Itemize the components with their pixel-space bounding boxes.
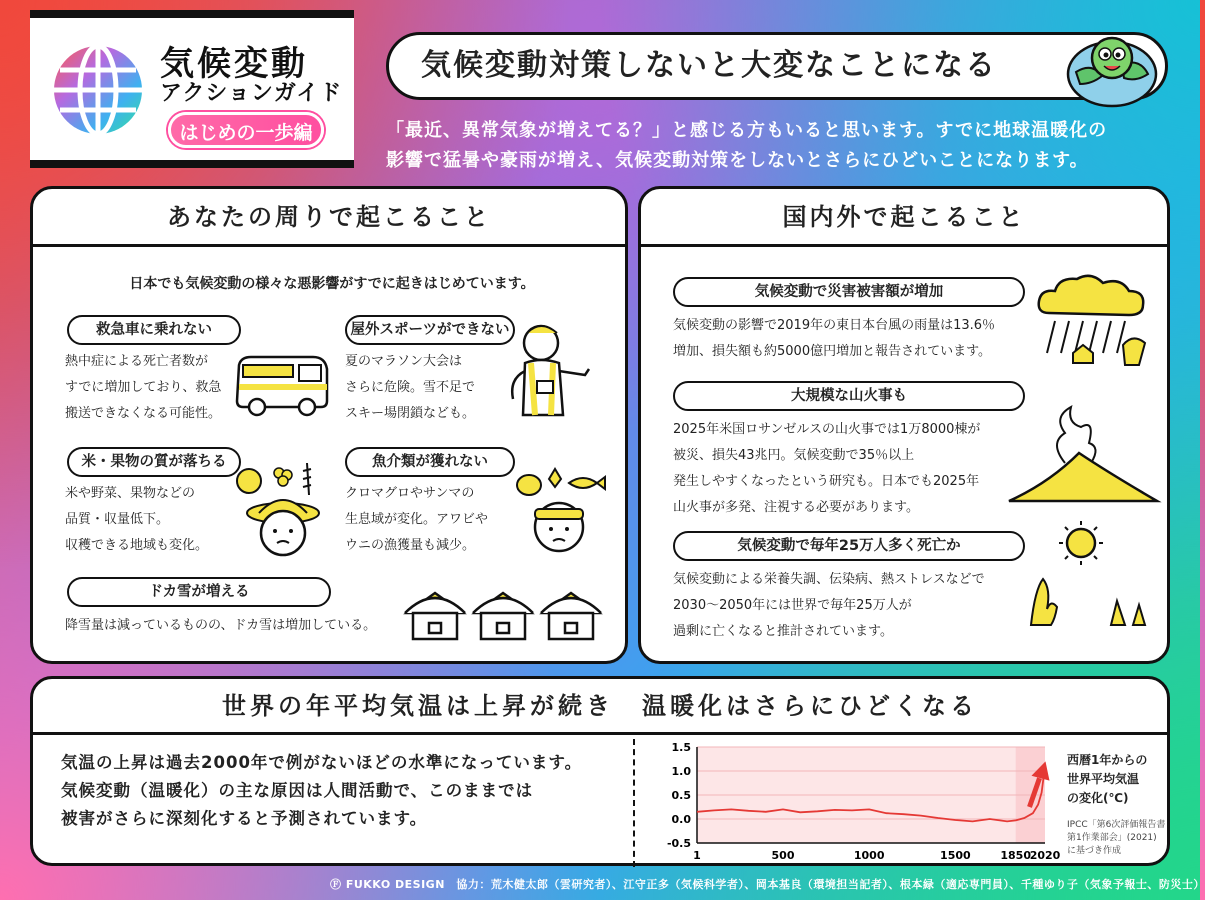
text-line: 収穫できる地域も変化。 <box>65 538 209 553</box>
caption-line: の変化(℃) <box>1067 791 1129 805</box>
caption-line: 西暦1年からの <box>1067 753 1148 767</box>
panel-lead: 日本でも気候変動の様々な悪影響がすでに起きはじめています。 <box>129 276 535 292</box>
item-text-crops <box>65 481 208 559</box>
text-line: 降雪量は減っているものの、ドカ雪は増加している。 <box>65 618 377 633</box>
divider <box>633 739 636 867</box>
runner-icon <box>501 319 601 419</box>
item-label-ambulance: 救急車に乗れない <box>67 315 241 345</box>
logo-block <box>30 10 354 168</box>
chart-y-tick-label: 1.0 <box>671 765 691 778</box>
chart-y-tick-label: 1.5 <box>671 741 691 754</box>
item-label-deaths: 気候変動で毎年25万人多く死亡か <box>673 531 1025 561</box>
storm-cloud-icon <box>1033 273 1153 369</box>
snowy-houses-icon <box>403 579 603 643</box>
panel-global-impacts <box>638 186 1170 664</box>
text-line: 気温の上昇は過去2000年で例がないほどの水準になっています。 <box>61 753 583 772</box>
chart-y-tick-label: 0.5 <box>671 789 691 802</box>
logo-subtitle: アクションガイド <box>160 81 343 106</box>
text-line: 山火事が多発、注視する必要があります。 <box>673 500 919 515</box>
text-line: 生息域が変化。アワビや <box>345 512 489 527</box>
item-label-heavy-snow: ドカ雪が増える <box>67 577 331 607</box>
text-line: 被災、損失43兆円。気候変動で35％以上 <box>673 448 915 463</box>
text-line: 米や野菜、果物などの <box>65 486 196 501</box>
source-line: 第1作業部会」(2021) <box>1067 833 1157 843</box>
text-line: さらに危険。雪不足で <box>345 380 476 395</box>
item-text-wildfire <box>673 417 980 521</box>
text-line: 気候変動による栄養失調、伝染病、熱ストレスなどで <box>673 572 985 587</box>
text-line: 熱中症による死亡者数が <box>65 354 209 369</box>
chart-x-tick-label: 500 <box>771 849 795 862</box>
item-label-fish: 魚介類が獲れない <box>345 447 515 477</box>
item-label-wildfire: 大規模な山火事も <box>673 381 1025 411</box>
wildfire-mountain-icon <box>1009 403 1159 503</box>
chart-caption <box>1067 751 1147 808</box>
panel-local-impacts <box>30 186 628 664</box>
turtle-mascot-icon <box>1062 24 1162 110</box>
chart-y-tick-label: 0.0 <box>671 813 691 826</box>
text-line: 夏のマラソン大会は <box>345 354 463 369</box>
chart-x-tick-label: 2020 <box>1029 849 1061 862</box>
text-line: 2025年米国ロサンゼルスの山火事では1万8000棟が <box>673 422 981 437</box>
text-line: クロマグロやサンマの <box>345 486 475 501</box>
logo-badge: はじめの一歩編 <box>168 112 324 148</box>
text-line: スキー場閉鎖なども。 <box>345 406 476 421</box>
caption-line: 世界平均気温 <box>1067 772 1140 786</box>
source-line: IPCC「第6次評価報告書 <box>1067 820 1166 830</box>
item-text-fish <box>345 481 488 559</box>
intro-line: 「最近、異常気象が増えてる？」と感じる方もいると思います。すでに地球温暖化の <box>386 120 1108 141</box>
farmer-icon <box>233 459 333 559</box>
footer-credits: Ⓕ FUKKO DESIGN 協力：荒木健太郎（雲研究者）、江守正多（気候科学者）、岡本基良（環境担当記者）、根本緑（適応専門員）、千種ゆり子（気象予報士、防災士） <box>330 878 1205 891</box>
drought-sun-icon <box>1021 519 1161 629</box>
item-text-heavy-snow <box>65 613 376 639</box>
text-line: 発生しやすくなったという研究も。日本でも2025年 <box>673 474 980 489</box>
ambulance-icon <box>233 351 333 421</box>
temperature-chart <box>653 739 1061 863</box>
source-line: に基づき作成 <box>1067 846 1122 856</box>
panel-title: あなたの周りで起こること <box>33 189 625 247</box>
text-line: すでに増加しており、救急 <box>65 380 222 395</box>
item-text-deaths <box>673 567 985 645</box>
item-text-ambulance <box>65 349 221 427</box>
text-line: 2030〜2050年には世界で毎年25万人が <box>673 598 912 613</box>
chart-x-tick-label: 1000 <box>853 849 885 862</box>
chart-x-tick-label: 1 <box>693 849 701 862</box>
temperature-summary <box>61 749 582 833</box>
item-label-disaster-cost: 気候変動で災害被害額が増加 <box>673 277 1025 307</box>
text-line: 搬送できなくなる可能性。 <box>65 406 222 421</box>
chart-x-tick-label: 1850 <box>1000 849 1032 862</box>
globe-icon <box>52 44 144 136</box>
item-label-outdoor-sports: 屋外スポーツができない <box>345 315 515 345</box>
logo-title: 気候変動 <box>160 44 308 84</box>
chart-x-tick-label: 1500 <box>940 849 971 862</box>
chart-y-tick-label: -0.5 <box>666 837 691 850</box>
text-line: 被害がさらに深刻化すると予測されています。 <box>61 809 428 828</box>
intro-line: 影響で猛暑や豪雨が増え、気候変動対策をしないとさらにひどいことになります。 <box>386 150 1089 171</box>
panel-global-temperature <box>30 676 1170 866</box>
item-label-crops: 米・果物の質が落ちる <box>67 447 241 477</box>
text-line: 過剰に亡くなると推計されています。 <box>673 624 893 639</box>
text-line: ウニの漁獲量も減少。 <box>345 538 476 553</box>
text-line: 増加、損失額も約5000億円増加と報告されています。 <box>673 344 992 359</box>
text-line: 気候変動（温暖化）の主な原因は人間活動で、このままでは <box>61 781 534 800</box>
chart-source <box>1067 819 1165 858</box>
fisherman-icon <box>509 465 609 555</box>
text-line: 品質・収量低下。 <box>65 512 170 527</box>
headline: 気候変動対策しないと大変なことになる <box>386 32 1168 100</box>
item-text-disaster-cost <box>673 313 995 365</box>
text-line: 気候変動の影響で2019年の東日本台風の雨量は13.6％ <box>673 318 996 333</box>
panel-title: 世界の年平均気温は上昇が続き 温暖化はさらにひどくなる <box>33 679 1167 735</box>
item-text-outdoor-sports <box>345 349 475 427</box>
panel-title: 国内外で起こること <box>641 189 1167 247</box>
intro-text <box>386 116 1176 176</box>
